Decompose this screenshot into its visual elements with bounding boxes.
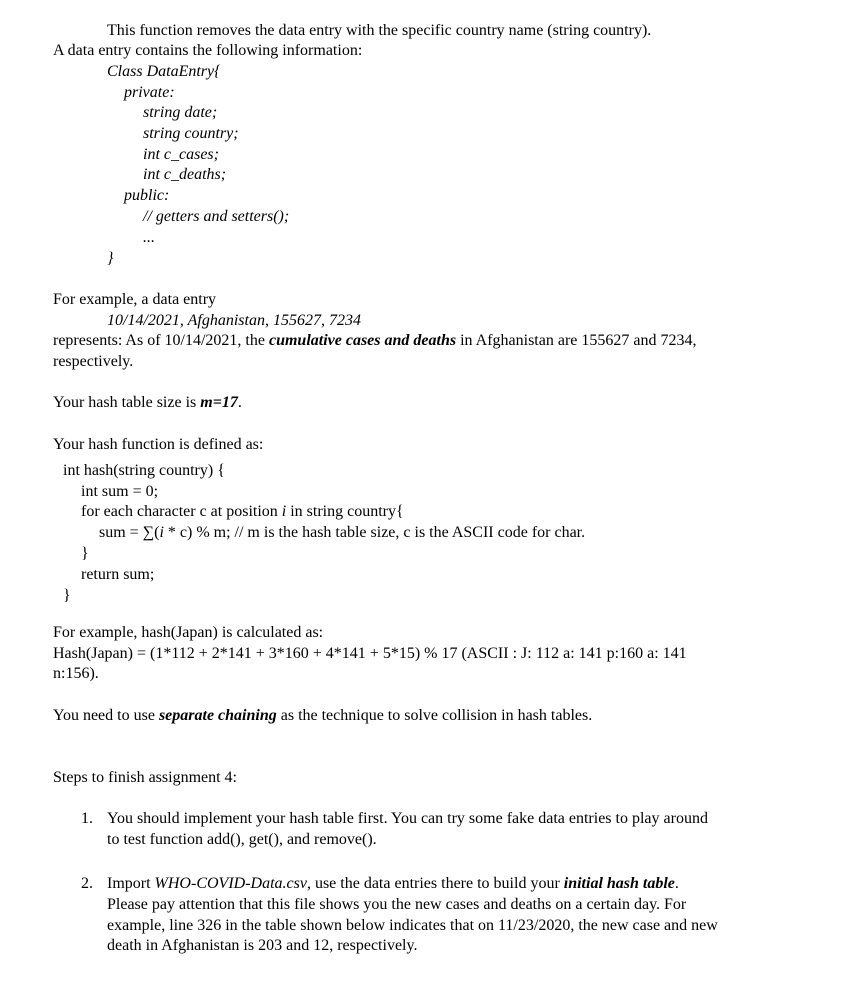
private-label: private: — [124, 84, 175, 101]
steps-title: Steps to finish assignment 4: — [53, 769, 237, 786]
table-size-line — [53, 393, 242, 413]
field-country: string country; — [143, 125, 239, 142]
intro-line-1: This function removes the data entry with the specific country name (string country). — [107, 22, 652, 39]
chaining-line — [53, 706, 592, 726]
chaining-pre: You need to use — [53, 707, 159, 724]
step-2-line-1 — [107, 874, 679, 894]
step-2-pre: Import — [107, 875, 155, 892]
field-cases: int c_cases; — [143, 146, 219, 163]
hash-example-line-2: n:156). — [53, 665, 99, 682]
hash-function-intro: Your hash function is defined as: — [53, 436, 264, 453]
step-number-2: 2. — [81, 875, 93, 892]
sum-post: * c) % m; // m is the hash table size, c is the ASCII code for char. — [163, 524, 586, 541]
represents-pre: represents: As of 10/14/2021, the — [53, 332, 269, 349]
ellipsis: ... — [143, 229, 155, 246]
outer-close-brace: } — [63, 587, 71, 604]
sum-line — [99, 523, 585, 543]
chaining-bold: separate chaining — [158, 707, 277, 724]
step-2-post: . — [674, 875, 679, 892]
step-2-bold: initial hash table — [563, 875, 675, 892]
step-2-line-4: death in Afghanistan is 203 and 12, respectively. — [107, 937, 418, 954]
sum-var: i — [159, 524, 164, 541]
sum-pre: sum = ∑( — [99, 524, 160, 541]
loop-post: in string country{ — [286, 503, 404, 520]
step-2-mid: , use the data entries there to build your — [306, 875, 564, 892]
table-size-value: m=17 — [200, 394, 238, 411]
inner-close-brace: } — [81, 545, 89, 562]
loop-pre: for each character c at position — [81, 503, 282, 520]
represents-line — [53, 331, 696, 351]
represents-end: respectively. — [53, 353, 134, 370]
example-entry-intro: For example, a data entry — [53, 291, 217, 308]
loop-line — [81, 502, 404, 522]
hash-signature: int hash(string country) { — [63, 462, 225, 479]
represents-post: in Afghanistan are 155627 and 7234, — [456, 332, 697, 349]
table-size-pre: Your hash table size is — [53, 394, 201, 411]
chaining-post: as the technique to solve collision in hash tables. — [276, 707, 593, 724]
hash-example-line-1: Hash(Japan) = (1*112 + 2*141 + 3*160 + 4*141 + 5*15) % 17 (ASCII : J: 112 a: 141 p:160 a: 141 — [53, 645, 687, 662]
intro-line-2: A data entry contains the following information: — [53, 42, 363, 59]
class-close-brace: } — [107, 250, 114, 267]
field-deaths: int c_deaths; — [143, 166, 227, 183]
class-header: Class DataEntry{ — [107, 63, 221, 80]
step-2-filename: WHO-COVID-Data.csv — [154, 875, 307, 892]
step-2-line-2: Please pay attention that this file shows you the new cases and deaths on a certain day. For — [107, 896, 687, 913]
step-number-1: 1. — [81, 810, 93, 827]
represents-bold: cumulative cases and deaths — [268, 332, 457, 349]
step-1-line-1: You should implement your hash table first. You can try some fake data entries to play around — [107, 810, 708, 827]
public-label: public: — [124, 187, 170, 204]
field-date: string date; — [143, 104, 218, 121]
sum-init: int sum = 0; — [81, 483, 159, 500]
loop-var: i — [281, 503, 287, 520]
step-2-line-3: example, line 326 in the table shown below indicates that on 11/23/2020, the new case and new — [107, 917, 718, 934]
getters-comment: // getters and setters(); — [143, 208, 290, 225]
example-entry-value: 10/14/2021, Afghanistan, 155627, 7234 — [107, 312, 361, 329]
step-1-line-2: to test function add(), get(), and remove(). — [107, 831, 377, 848]
return-statement: return sum; — [81, 566, 155, 583]
table-size-post: . — [237, 394, 242, 411]
hash-example-intro: For example, hash(Japan) is calculated as: — [53, 624, 324, 641]
